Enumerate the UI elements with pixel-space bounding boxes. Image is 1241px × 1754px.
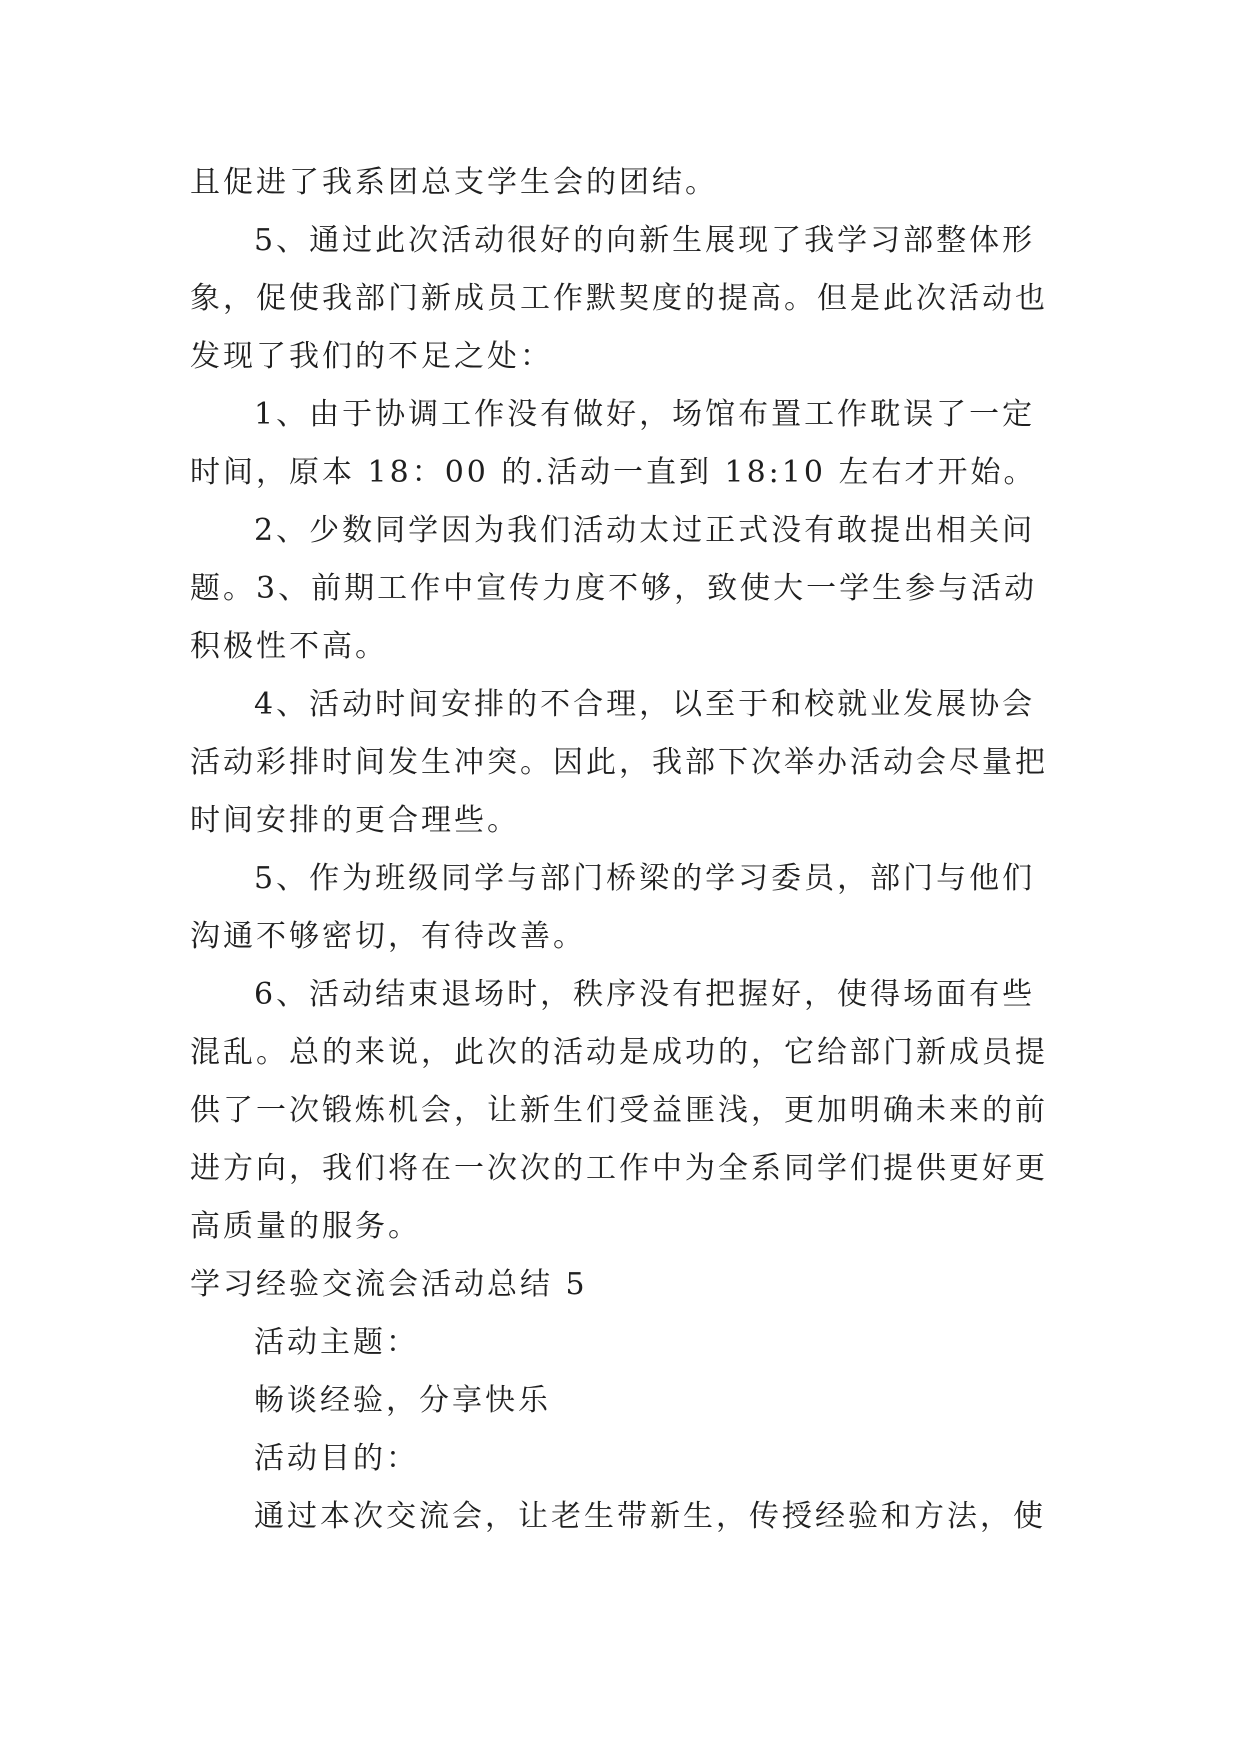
paragraph-line: 时间，原本 18：00 的.活动一直到 18:10 左右才开始。 xyxy=(190,455,1037,490)
paragraph-line: 通过本次交流会，让老生带新生，传授经验和方法，使 xyxy=(254,1499,1046,1534)
paragraph-line: 积极性不高。 xyxy=(190,629,388,664)
paragraph-line: 5、通过此次活动很好的向新生展现了我学习部整体形 xyxy=(254,223,1036,258)
paragraph-line: 1、由于协调工作没有做好，场馆布置工作耽误了一定 xyxy=(254,397,1036,432)
paragraph-line: 时间安排的更合理些。 xyxy=(190,803,520,838)
paragraph-line: 题。3、前期工作中宣传力度不够，致使大一学生参与活动 xyxy=(190,571,1038,606)
paragraph-line: 混乱。总的来说，此次的活动是成功的，它给部门新成员提 xyxy=(190,1035,1048,1070)
paragraph-line: 活动彩排时间发生冲突。因此，我部下次举办活动会尽量把 xyxy=(190,745,1048,780)
paragraph-line: 进方向，我们将在一次次的工作中为全系同学们提供更好更 xyxy=(190,1151,1048,1186)
paragraph-line: 活动主题： xyxy=(254,1325,419,1360)
paragraph-line: 且促进了我系团总支学生会的团结。 xyxy=(190,165,718,200)
paragraph-line: 6、活动结束退场时，秩序没有把握好，使得场面有些 xyxy=(254,977,1036,1012)
section-heading: 学习经验交流会活动总结 5 xyxy=(190,1267,588,1302)
paragraph-line: 高质量的服务。 xyxy=(190,1209,421,1244)
paragraph-line: 象，促使我部门新成员工作默契度的提高。但是此次活动也 xyxy=(190,281,1048,316)
paragraph-line: 沟通不够密切，有待改善。 xyxy=(190,919,586,954)
paragraph-line: 供了一次锻炼机会，让新生们受益匪浅，更加明确未来的前 xyxy=(190,1093,1048,1128)
paragraph-line: 5、作为班级同学与部门桥梁的学习委员，部门与他们 xyxy=(254,861,1036,896)
paragraph-line: 发现了我们的不足之处： xyxy=(190,339,553,374)
paragraph-line: 2、少数同学因为我们活动太过正式没有敢提出相关问 xyxy=(254,513,1036,548)
paragraph-line: 畅谈经验，分享快乐 xyxy=(254,1383,551,1418)
paragraph-line: 4、活动时间安排的不合理，以至于和校就业发展协会 xyxy=(254,687,1036,722)
paragraph-line: 活动目的： xyxy=(254,1441,419,1476)
